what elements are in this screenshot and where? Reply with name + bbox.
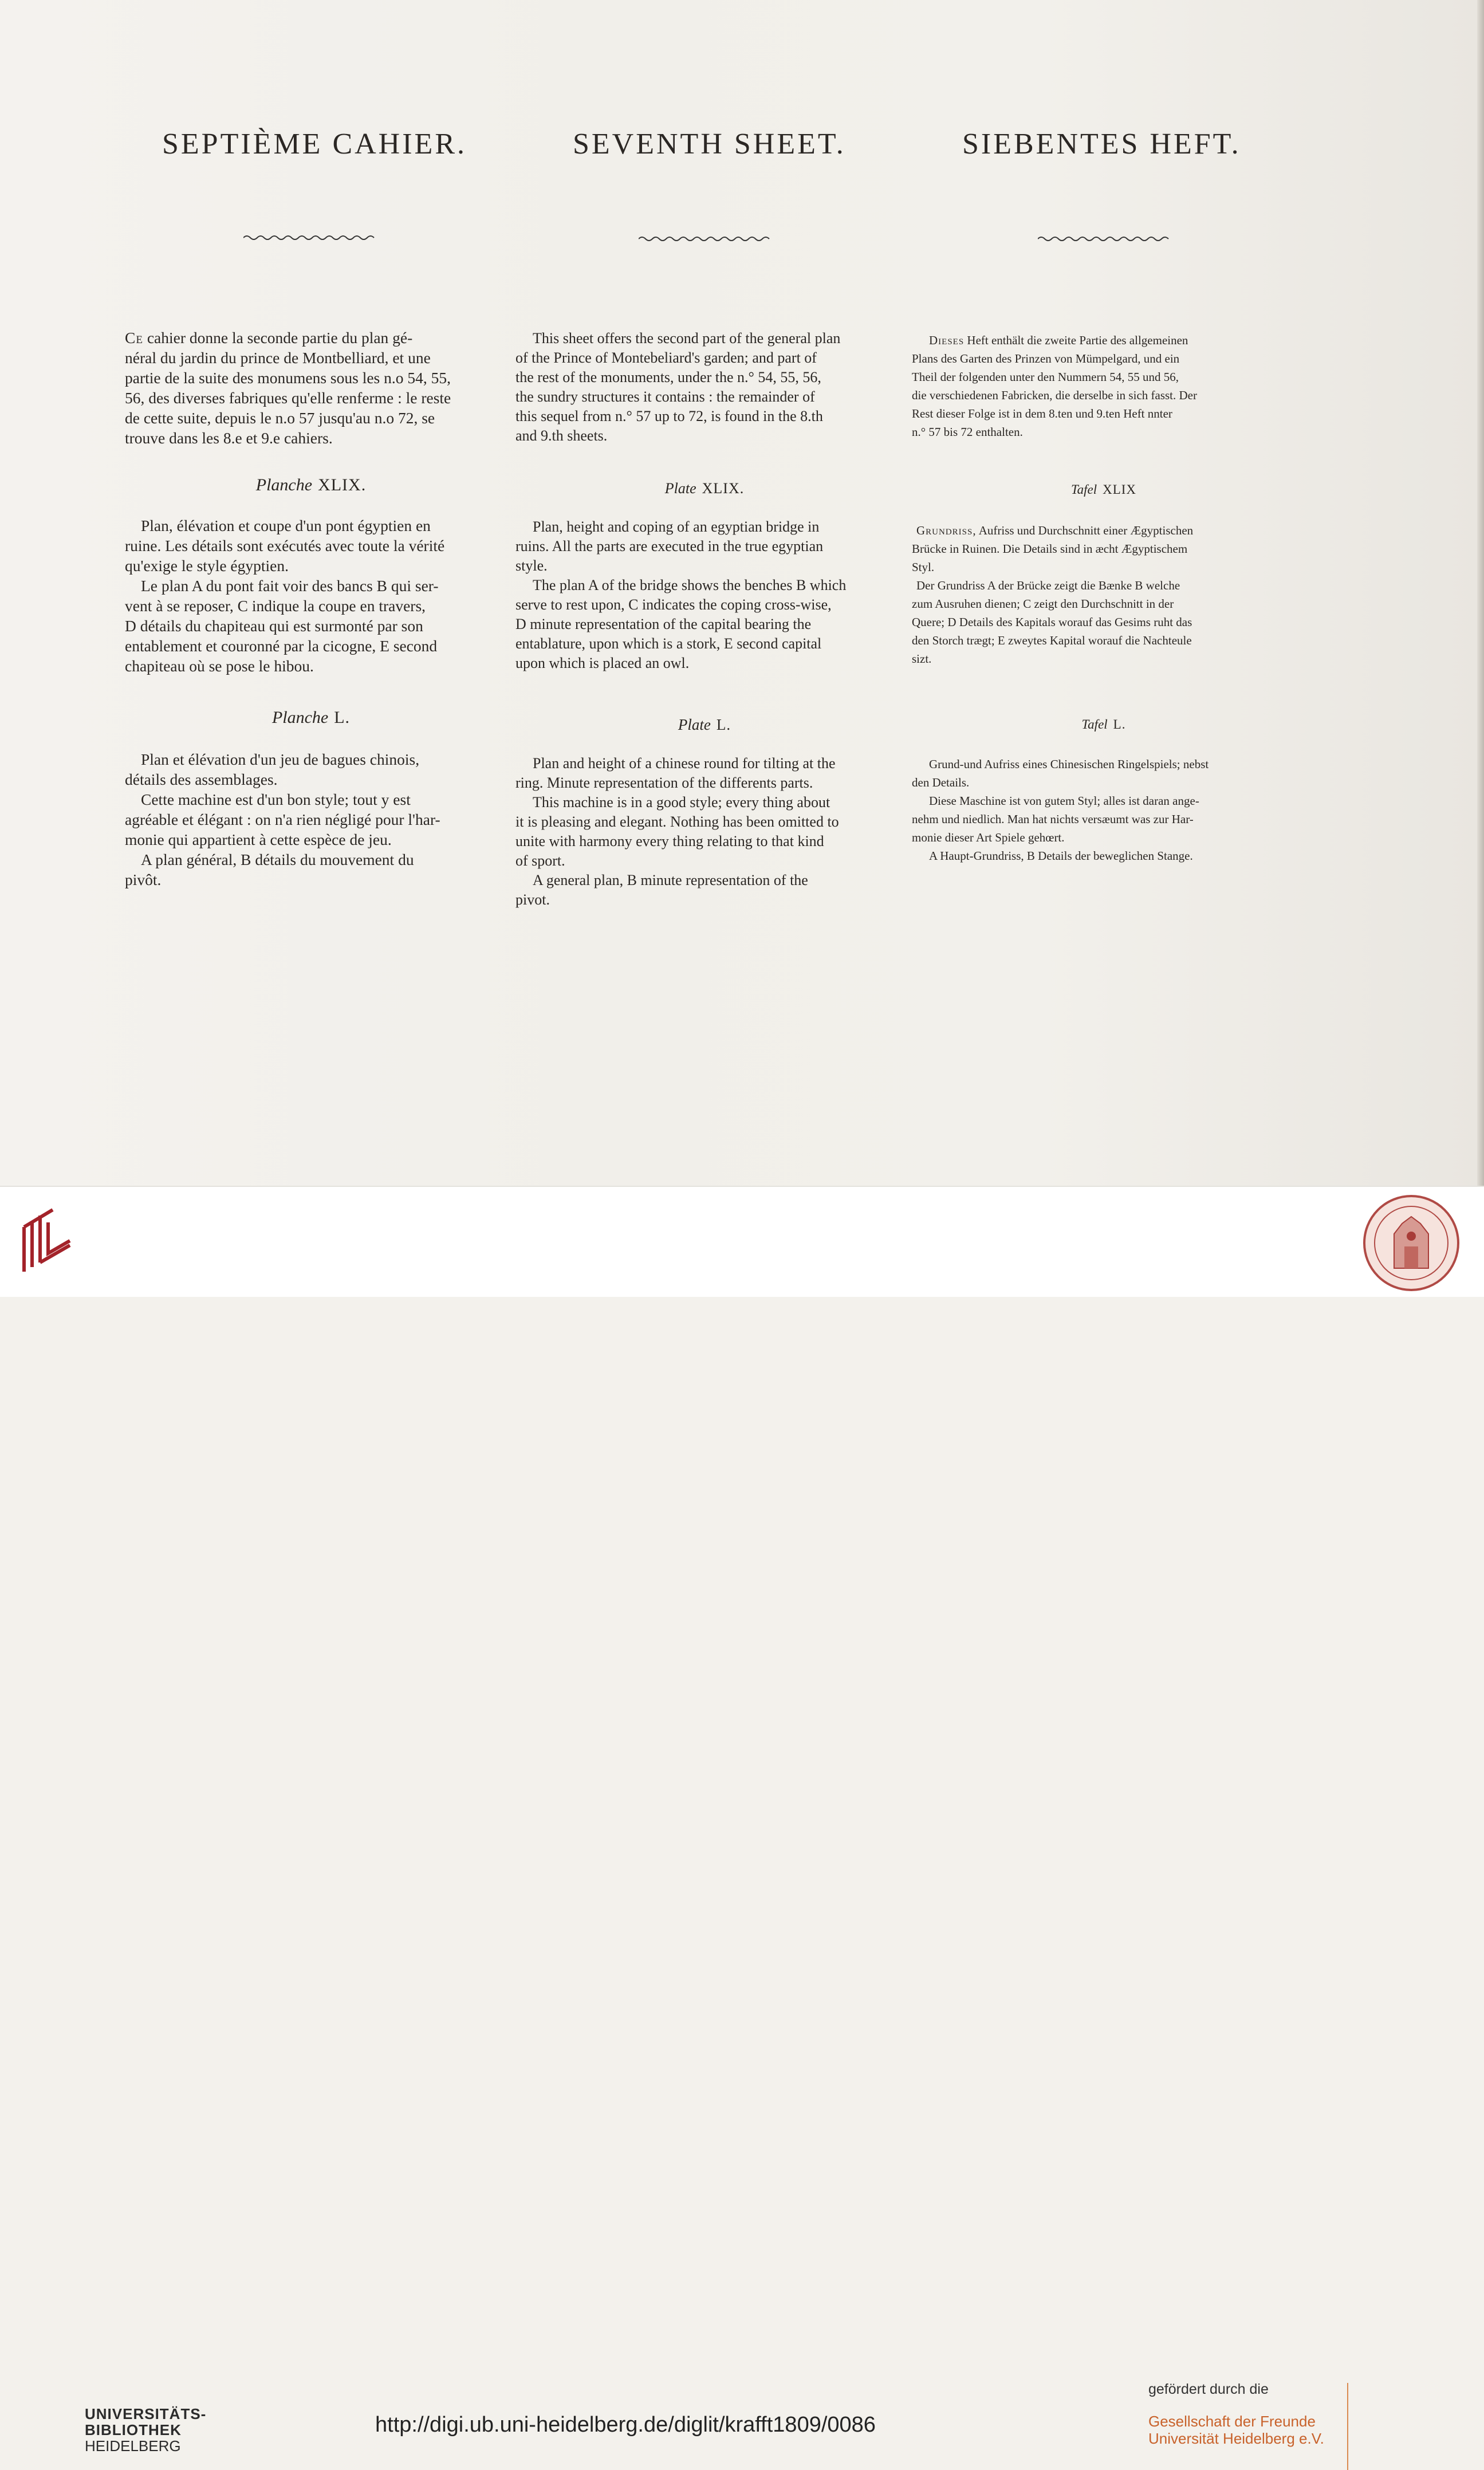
german-plate-l-heading: Tafel L. — [1081, 717, 1126, 731]
german-plate-xlix-heading: Tafel XLIX — [1070, 482, 1137, 497]
university-seal-icon — [1362, 1194, 1461, 1292]
english-plate-xlix-heading: Plate XLIX. — [664, 480, 745, 497]
english-plate-l-text: Plan and height of a chinese round for tilting at the ring. Minute representation of the differents parts. This machine is in a good style; every thing about it is pleasing and elegant. Nothing has been omitted to unite with harmony every thing relating to that kind of sport. A general plan, B minute representation of the pivot. — [515, 755, 839, 908]
library-name: UNIVERSITÄTS- BIBLIOTHEK HEIDELBERG — [85, 2405, 207, 2455]
french-plate-xlix-heading: Planche XLIX. — [255, 475, 367, 494]
german-intro-lead: Dieses — [929, 333, 965, 347]
english-title: SEVENTH SHEET. — [573, 128, 846, 160]
permalink-url[interactable]: http://digi.ub.uni-heidelberg.de/diglit/krafft1809/0086 — [375, 2413, 876, 2437]
german-plate-xlix-text: Grundriss, Aufriss und Durchschnitt einer Ægyptischen Brücke in Ruinen. Die Details sind in æcht Ægyptischem Styl. Der Grundriss A der Brücke zeigt die Bænke B welche zum Ausruhen dienen; C zeigt den Durchschnitt in der Quere; D Details des Kapitals worauf das Gesims ruht das den Storch trægt; E zweytes Kapital worauf die Nachteule sizt. — [912, 524, 1194, 666]
english-plate-l-heading: Plate L. — [678, 716, 731, 733]
french-title: SEPTIÈME CAHIER. — [162, 128, 467, 160]
english-plate-xlix-text: Plan, height and coping of an egyptian bridge in ruins. All the parts are executed in the true egyptian style. The plan A of the bridge shows the benches B which serve to rest upon, C indicates the coping cross-wise, D minute representation of the capital bearing the entablature, upon which is a stork, E second capital upon which is placed an owl. — [515, 518, 847, 671]
german-plate-l-text: Grund-und Aufriss eines Chinesischen Ringelspiels; nebst den Details. Diese Maschine ist von gutem Styl; alles ist daran ange- nehm und niedlich. Man hat nichts versæumt was zur Har- monie dieser Art Spiele gehœrt. A Haupt-Grundriss, B Details der beweglichen Stange. — [912, 757, 1209, 863]
german-intro: Dieses Heft enthält die zweite Partie des allgemeinen Plans des Garten des Prinzen von Mümpelgard, und ein Theil der folgenden unter den Nummern 54, 55 und 56, die verschiedenen Fabricken, die derselbe in sich fasst. Der Rest dieser Folge ist in dem 8.ten und 9.ten Heft nnter n.° 57 bis 72 enthalten. — [912, 333, 1197, 439]
divider-ornament — [1038, 235, 1170, 243]
divider-ornament — [639, 235, 770, 243]
english-intro: This sheet offers the second part of the general plan of the Prince of Montebeliard's garden; and part of the rest of the monuments, under the n.° 54, 55, 56, the sundry structures it contains : the remainder of this sequel from n.° 57 up to 72, is found in the 8.th and 9.th sheets. — [515, 330, 841, 444]
french-intro: Ce cahier donne la seconde partie du plan gé- néral du jardin du prince de Montbelliard, et une partie de la suite des monumens sous les n.o 54, 55, 56, des diverses fabriques qu'elle renferme : le reste de cette suite, depuis le n.o 57 jusqu'au n.o 72, se trouve dans les 8.e et 9.e cahiers. — [125, 329, 451, 447]
divider-ornament — [243, 234, 375, 242]
french-plate-l-text: Plan et élévation d'un jeu de bagues chinois, détails des assemblages. Cette machine est d'un bon style; tout y est agréable et élégant : on n'a rien négligé pour l'har- monie qui appartient à cette espèce de jeu. A plan général, B détails du mouvement du pivôt. — [125, 750, 440, 888]
french-intro-lead: Ce — [125, 329, 143, 347]
footer-bar — [0, 1186, 1484, 2455]
sponsor-name: Gesellschaft der Freunde Universität Heidelberg e.V. — [1148, 2413, 1324, 2447]
german-plate1-lead: Grundriss, — [916, 524, 977, 537]
page-gutter-shadow — [1477, 0, 1484, 1186]
french-plate-xlix-text: Plan, élévation et coupe d'un pont égyptien en ruine. Les détails sont exécutés avec toute la vérité qu'exige le style égyptien. Le plan A du pont fait voir des bancs B qui ser- vent à se reposer, C indique la coupe en travers, D détails du chapiteau qui est surmonté par son entablement et couronné par la cicogne, E second chapiteau où se pose le hibou. — [125, 517, 445, 675]
french-plate-l-heading: Planche L. — [271, 708, 351, 727]
german-title: SIEBENTES HEFT. — [962, 128, 1241, 160]
funded-by-label: gefördert durch die — [1148, 2381, 1269, 2397]
scanned-page — [0, 0, 1484, 1186]
footer-divider — [1347, 2383, 1348, 2470]
university-library-logo-icon — [18, 1208, 76, 1275]
